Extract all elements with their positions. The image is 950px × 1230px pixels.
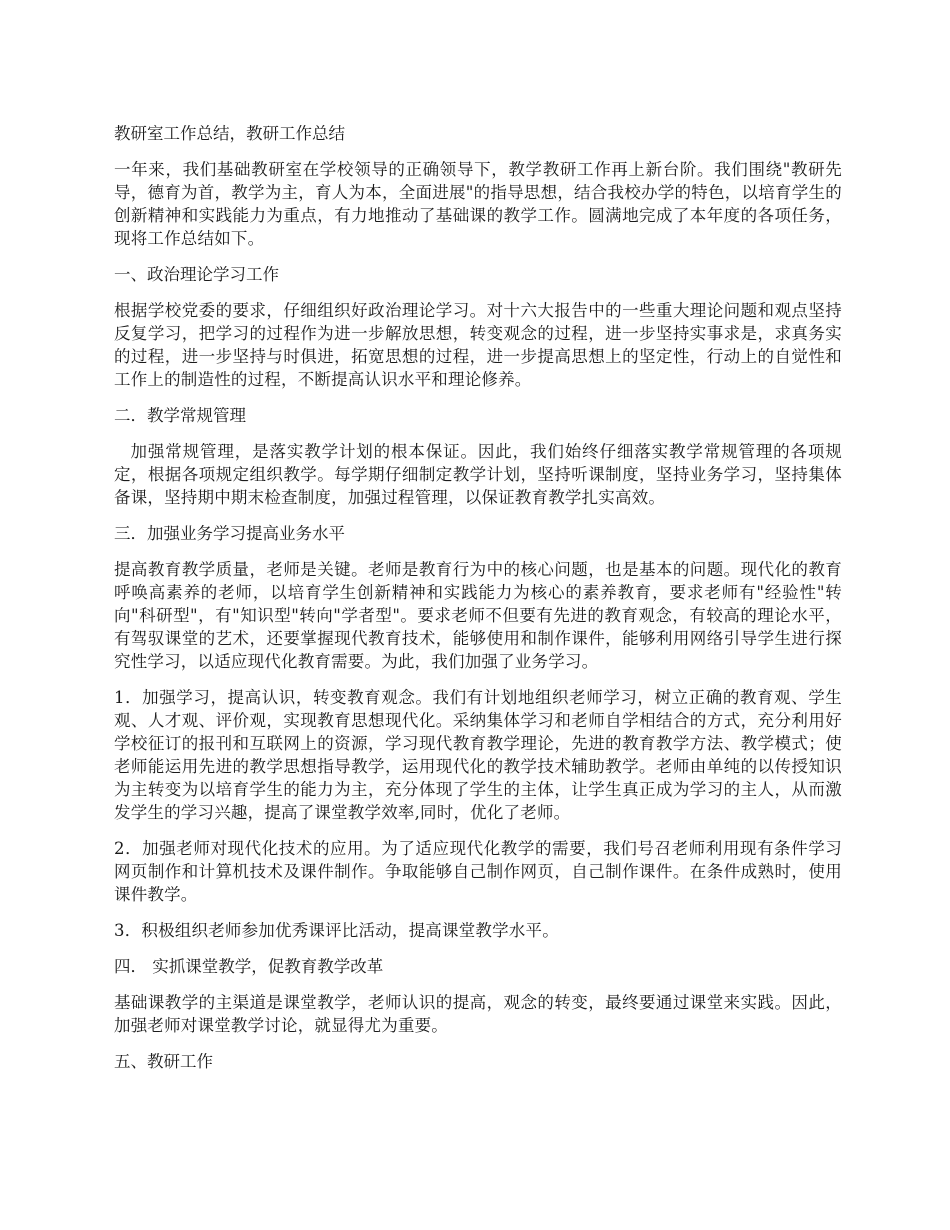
section-4-heading: 四． 实抓课堂教学，促教育教学改革 [114,957,384,976]
document-title: 教研室工作总结，教研工作总结 [114,124,345,143]
section-1-heading: 一、政治理论学习工作 [114,265,279,284]
section-1-paragraph: 根据学校党委的要求，仔细组织好政治理论学习。对十六大报告中的一些重大理论问题和观点坚持反复学习，把学习的过程作为进一步解放思想，转变观念的过程，进一步坚持实事求是，求真务实的过程，进一步坚持与时俱进，拓宽思想的过程，进一步提高思想上的坚定性，行动上的自觉性和工作上的制造性的过程，不断提高认识水平和理论修养。 [114,301,842,389]
list-item-3: 3．积极组织老师参加优秀课评比活动，提高课堂教学水平。 [114,921,559,940]
section-2-heading: 二．教学常规管理 [114,406,246,425]
section-5-heading: 五、教研工作 [114,1052,213,1071]
list-item-2: 2．加强老师对现代化技术的应用。为了适应现代化教学的需要，我们号召老师利用现有条件学习网页制作和计算机技术及课件制作。争取能够自己制作网页，自己制作课件。在条件成熟时，使用课件教学。 [114,839,842,904]
list-item-1: 1．加强学习，提高认识，转变教育观念。我们有计划地组织老师学习，树立正确的教育观、学生观、人才观、评价观，实现教育思想现代化。采纳集体学习和老师自学相结合的方式，充分利用好学校征订的报刊和互联网上的资源，学习现代教育教学理论，先进的教育教学方法、教学模式；使老师能运用先进的教学思想指导教学，运用现代化的教学技术辅助教学。老师由单纯的以传授知识为主转变为以培育学生的能力为主，充分体现了学生的主体，让学生真正成为学习的主人，从而激发学生的学习兴趣，提高了课堂教学效率,同时，优化了老师。 [114,688,842,822]
section-2-paragraph: 加强常规管理，是落实教学计划的根本保证。因此，我们始终仔细落实教学常规管理的各项规定，根据各项规定组织教学。每学期仔细制定教学计划，坚持听课制度，坚持业务学习，坚持集体备课，坚持期中期末检查制度，加强过程管理，以保证教育教学扎实高效。 [114,442,842,507]
intro-paragraph: 一年来，我们基础教研室在学校领导的正确领导下，教学教研工作再上新台阶。我们围绕"教研先导，德育为首，教学为主，育人为本，全面进展"的指导思想，结合我校办学的特色，以培育学生的创新精神和实践能力为重点，有力地推动了基础课的教学工作。圆满地完成了本年度的各项任务，现将工作总结如下。 [114,160,842,248]
section-3-paragraph: 提高教育教学质量，老师是关键。老师是教育行为中的核心问题，也是基本的问题。现代化的教育呼唤高素养的老师，以培育学生创新精神和实践能力为核心的素养教育，要求老师有"经验性"转向"科研型"，有"知识型"转向"学者型"。要求老师不但要有先进的教育观念，有较高的理论水平，有驾驭课堂的艺术，还要掌握现代教育技术，能够使用和制作课件，能够利用网络引导学生进行探究性学习，以适应现代化教育需要。为此，我们加强了业务学习。 [114,560,842,671]
section-3-heading: 三．加强业务学习提高业务水平 [114,524,345,543]
section-4-paragraph: 基础课教学的主渠道是课堂教学，老师认识的提高，观念的转变，最终要通过课堂来实践。因此，加强老师对课堂教学讨论，就显得尤为重要。 [114,993,842,1035]
